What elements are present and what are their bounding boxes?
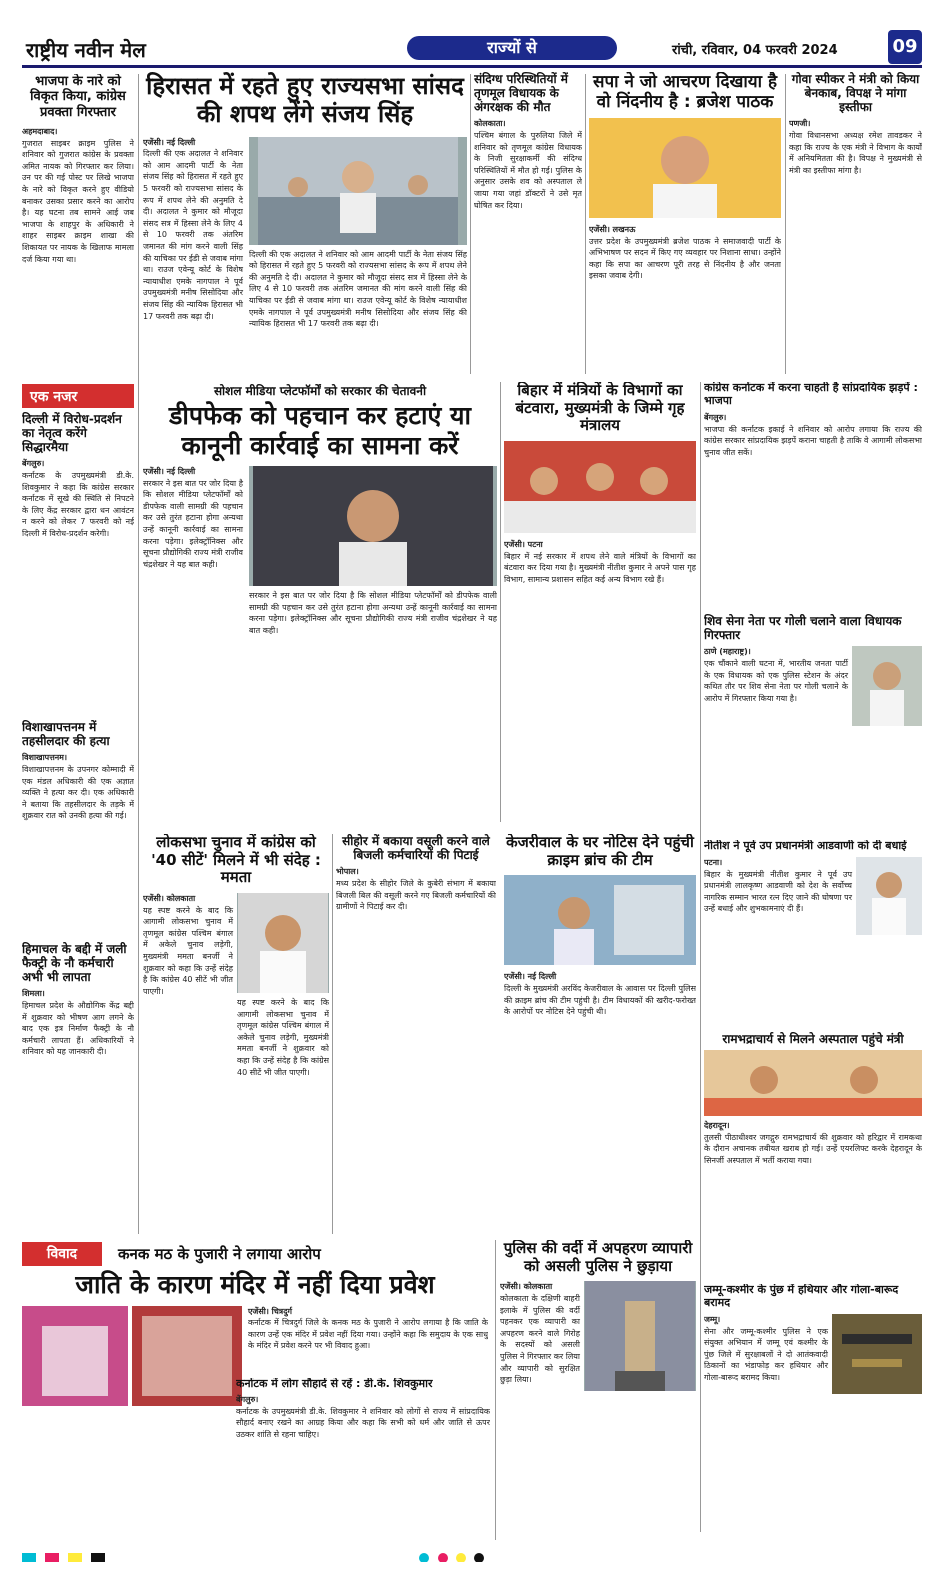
brief-text: कर्नाटक के उपमुख्यमंत्री डी.के. शिवकुमार ने कहा कि कांग्रेस सरकार कर्नाटक में सूखे की स्थिति से निपटने के लिए केंद्र सरकार द्वारा धन आवंटन न करने को लेकर 7 फरवरी को नई दिल्ली में विरोध-प्रदर्शन करेगी। — [22, 471, 134, 539]
kejriwal-photo — [504, 875, 696, 965]
headline: भाजपा के नारे को विकृत किया, कांग्रेस प्रवक्ता गिरफ्तार — [30, 74, 126, 120]
headline: संदिग्ध परिस्थितियों में तृणमूल विधायक के अंगरक्षक की मौत — [474, 72, 568, 115]
story-body — [789, 118, 922, 176]
footer-color-bar — [22, 1548, 922, 1562]
story-congress-spokesperson — [22, 74, 134, 374]
byline: एजेंसी। चित्रदुर्ग — [248, 1306, 292, 1316]
byline: शिमला। — [22, 989, 45, 999]
story-body — [589, 224, 781, 282]
story-body-cont — [237, 997, 329, 1078]
brief-body — [22, 752, 134, 822]
kanak-kicker-band — [22, 1240, 488, 1270]
headline: लोकसभा चुनाव में कांग्रेस को '40 सीटें' मिलने में भी संदेह : ममता — [151, 834, 321, 887]
story-bihar-portfolio — [504, 382, 696, 822]
headline: कर्नाटक में लोग सौहार्द से रहें : डी.के. शिवकुमार — [236, 1378, 433, 1390]
brief-body — [22, 458, 134, 539]
story-body — [22, 126, 134, 265]
byline: पणजी। — [789, 119, 811, 129]
byline: भोपाल। — [336, 867, 359, 877]
story-shivakumar — [236, 1378, 490, 1538]
registration-dot — [456, 1553, 466, 1562]
brief-3 — [22, 942, 134, 1192]
lead-text: दिल्ली की एक अदालत ने शनिवार को आम आदमी पार्टी के नेता संजय सिंह को हिरासत में रहते हुए 5 फरवरी को राज्यसभा सांसद के रूप में शपथ लेने की अनुमति दे दी। अदालत ने कुमार को मौजूदा संसद सत्र में हिस्सा लेने के लिए 4 से 10 फरवरी तक अंतरिम जमानत की मांग करने वाली सिंह की याचिका पर ईडी से जवाब मांगा था। राउज एवेन्यू कोर्ट के विशेष न्यायाधीश एमके नागपाल ने पूर्व उपमुख्यमंत्री मनीष सिसोदिया और संजय सिंह की न्यायिक हिरासत भी 17 फरवरी तक बढ़ा दी। — [143, 149, 243, 321]
brajesh-pathak-photo — [589, 118, 781, 218]
lead-body-cont — [249, 249, 467, 330]
story-ramabhadracharya — [704, 1032, 922, 1232]
vivad-tag: विवाद — [22, 1242, 102, 1266]
byline: कोलकाता। — [474, 119, 506, 129]
brief-2 — [22, 720, 134, 920]
byline: पटना। — [704, 857, 723, 867]
byline: देहरादून। — [704, 1121, 730, 1131]
headline: शिव सेना नेता पर गोली चलाने वाला विधायक गिरफ्तार — [704, 614, 902, 643]
brief-body — [22, 988, 134, 1058]
minister-photo — [249, 466, 497, 586]
story-text: सरकार ने इस बात पर जोर दिया है कि सोशल मीडिया प्लेटफॉर्मों को डीपफेक वाली सामग्री की पहचान कर उसे तुरंत हटाना होगा अन्यथा उन्हें कानूनी कार्रवाई का सामना करना पड़ेगा। इलेक्ट्रॉनिक्स और सूचना प्रौद्योगिकी राज्य मंत्री राजीव चंद्रशेखर ने यह बात कही। — [143, 478, 243, 569]
story-text: एक चौंकाने वाली घटना में, भारतीय जनता पार्टी के एक विधायक को एक पुलिस स्टेशन के अंदर कथित तौर पर शिव सेना नेता पर गोली चलाने के आरोप में गिरफ्तार किया गया है। — [704, 658, 848, 703]
story-mamata — [143, 834, 329, 1234]
story-body — [704, 1314, 832, 1394]
ek-nazar-label: एक नजर — [30, 389, 78, 405]
story-text-cont: यह स्पष्ट करने के बाद कि आगामी लोकसभा चुनाव में तृणमूल कांग्रेस पश्चिम बंगाल में अकेले चुनाव लड़ेगी, मुख्यमंत्री ममता बनर्जी ने शुक्रवार को कहा कि उन्हें संदेह है कि कांग्रेस 40 सीटें भी जीत पाएगी। — [237, 998, 329, 1077]
brief-headline: हिमाचल के बद्दी में जली फैक्ट्री के नौ कर्मचारी अभी भी लापता — [22, 942, 127, 985]
story-nitish-advani — [704, 840, 922, 1030]
story-text: कर्नाटक में चित्रदुर्ग जिले के कनक मठ के पुजारी ने आरोप लगाया है कि जाति के कारण उन्हें एक मंदिर में प्रवेश नहीं दिया गया। उन्होंने कहा कि समुदाय के एक साधु के मंदिर में प्रवेश करने पर भी विवाद हुआ। — [248, 1318, 488, 1351]
dateline: रांची, रविवार, 04 फरवरी 2024 — [672, 43, 838, 58]
story-text: गुजरात साइबर क्राइम पुलिस ने शनिवार को गुजरात कांग्रेस के प्रवक्ता अमित नायक को गिरफ्तार कर लिया। उन पर की गई पोस्ट पर लिखे भाजपा के नारे को विकृत करने हुए वीडियो बनाकर उसका प्रसार करने का आरोप है। यह घटना तब सामने आई जब भाजपा के शाहपुर के अधिकारी ने शाहर साइबर क्राइम शाखा की शिकायत पर नायक के खिलाफ मामला दर्ज किया गया था। — [22, 138, 134, 264]
arrest-photo — [584, 1281, 696, 1391]
lead-text-cont: दिल्ली की एक अदालत ने शनिवार को आम आदमी पार्टी के नेता संजय सिंह को हिरासत में रहते हुए 5 फरवरी को राज्यसभा सांसद के रूप में शपथ लेने की अनुमति दे दी। अदालत ने कुमार को मौजूदा संसद सत्र में हिस्सा लेने के लिए 4 से 10 फरवरी तक अंतरिम जमानत की मांग करने वाली सिंह की याचिका पर ईडी से जवाब मांगा था। राउज एवेन्यू कोर्ट के विशेष न्यायाधीश एमके नागपाल ने पूर्व उपमुख्यमंत्री मनीष सिसोदिया और संजय सिंह की न्यायिक हिरासत भी 17 फरवरी तक बढ़ा दी। — [249, 249, 467, 329]
story-body — [504, 539, 696, 585]
story-text: कर्नाटक के उपमुख्यमंत्री डी.के. शिवकुमार ने शनिवार को लोगों से राज्य में सांप्रदायिक सौहार्द बनाए रखने का आग्रह किया और कहा कि सभी को धर्म और जाति से ऊपर उठकर शांति से रहना चाहिए। — [236, 1406, 490, 1439]
kicker: सोशल मीडिया प्लेटफॉर्मों को सरकार की चेतावनी — [213, 384, 427, 398]
story-text: पश्चिम बंगाल के पुरुलिया जिले में शनिवार को तृणमूल कांग्रेस विधायक के निजी सुरक्षाकर्मी की संदिग्ध परिस्थितियों में मौत हो गई। पुलिस के अनुसार उसके शव को अस्पताल ले जाया गया जहां डॉक्टरों ने उसे मृत घोषित कर दिया। — [474, 131, 582, 210]
brief-text: हिमाचल प्रदेश के औद्योगिक केंद्र बद्दी में शुक्रवार को भीषण आग लगने के बाद एक इत्र निर्माण फैक्ट्री के नौ कर्मचारी लापता हैं। अधिकारियों ने शनिवार को यह जानकारी दी। — [22, 1001, 134, 1057]
story-body — [704, 857, 856, 935]
byline: एजेंसी। लखनऊ — [589, 225, 636, 235]
lead-headline: हिरासत में रहते हुए राज्यसभा सांसद की शपथ लेंगे संजय सिंह — [146, 72, 464, 129]
registration-swatch — [91, 1553, 105, 1562]
story-tmc-guard — [474, 72, 582, 372]
story-body — [474, 118, 582, 211]
story-deepfake — [143, 382, 497, 822]
page-number: 09 — [888, 30, 922, 64]
story-goa-speaker — [789, 72, 922, 372]
story-text: उत्तर प्रदेश के उपमुख्यमंत्री ब्रजेश पाठक ने समाजवादी पार्टी के अभिभाषण पर सदन में किए गए व्यवहार पर निशाना साधा। उन्होंने कहा कि सपा का आचरण पूरी तरह से निंदनीय है और जनता इसका जवाब देगी। — [589, 236, 781, 281]
sanjay-singh-photo — [249, 137, 467, 245]
story-text-cont: सरकार ने इस बात पर जोर दिया है कि सोशल मीडिया प्लेटफॉर्मों को डीपफेक वाली सामग्री की पहचान कर उसे तुरंत हटाना होगा अन्यथा उन्हें कानूनी कार्रवाई का सामना करना पड़ेगा। इलेक्ट्रॉनिक्स और सूचना प्रौद्योगिकी राज्य मंत्री राजीव चंद्रशेखर ने यह बात कही। — [249, 591, 497, 635]
headline: जाति के कारण मंदिर में नहीं दिया प्रवेश — [75, 1270, 435, 1299]
registration-dot — [419, 1553, 429, 1562]
story-body-cont — [249, 590, 497, 636]
story-text: मध्य प्रदेश के सीहोर जिले के कुबेरी संभाग में बकाया बिजली बिल की वसूली करने गए बिजली कर्मचारियों की ग्रामीणों ने पिटाई कर दी। — [336, 878, 496, 912]
brief-headline: विशाखापत्तनम में तहसीलदार की हत्या — [22, 720, 110, 749]
registration-swatch — [22, 1553, 36, 1562]
story-text: कोलकाता के दक्षिणी बाहरी इलाके में पुलिस की वर्दी पहनकर एक व्यापारी का अपहरण करने वाले गिरोह के सदस्यों को असली पुलिस ने गिरफ्तार कर लिया और व्यापारी को सुरक्षित छुड़ा लिया। — [500, 1293, 580, 1385]
story-body — [704, 1120, 922, 1166]
story-kolkata-police — [500, 1240, 696, 1540]
lead-body — [143, 137, 249, 330]
story-jk-arms — [704, 1284, 922, 1540]
story-body — [143, 893, 237, 1078]
headline: सीहोर में बकाया वसूली करने वाले बिजली कर्मचारियों की पिटाई — [342, 834, 490, 863]
kanak-kicker: कनक मठ के पुजारी ने लगाया आरोप — [118, 1245, 321, 1263]
story-brajesh-pathak — [589, 72, 781, 372]
story-text: यह स्पष्ट करने के बाद कि आगामी लोकसभा चुनाव में तृणमूल कांग्रेस पश्चिम बंगाल में अकेले चुनाव लड़ेगी, मुख्यमंत्री ममता बनर्जी ने शुक्रवार को कहा कि उन्हें संदेह है कि कांग्रेस 40 सीटें भी जीत पाएगी। — [143, 905, 233, 996]
story-body — [336, 866, 496, 912]
byline: बेंगलुरु। — [22, 459, 45, 469]
temple-photo-2 — [132, 1306, 242, 1406]
nitish-photo — [856, 857, 922, 935]
paper-name: राष्ट्रीय नवीन मेल — [26, 38, 146, 62]
story-karnataka-bjp — [704, 382, 922, 612]
headline: रामभद्राचार्य से मिलने अस्पताल पहुंचे मंत्री — [722, 1032, 904, 1046]
ek-nazar-tag — [22, 384, 134, 408]
arms-recovered-photo — [832, 1314, 922, 1394]
story-text: गोवा विधानसभा अध्यक्ष रमेश तावडकर ने कहा कि राज्य के एक मंत्री ने विभाग के कार्यों में अनियमितता की है। विपक्ष ने मुख्यमंत्री से मंत्री का इस्तीफा मांगा है। — [789, 131, 922, 175]
headline: सपा ने जो आचरण दिखाया है वो निंदनीय है : ब्रजेश पाठक — [592, 72, 778, 113]
byline: बेंगलुरु। — [704, 412, 727, 422]
story-body — [236, 1394, 490, 1440]
headline: केजरीवाल के घर नोटिस देने पहुंची क्राइम ब्रांच की टीम — [506, 834, 694, 869]
byline: एजेंसी। कोलकाता — [143, 894, 196, 904]
story-body — [704, 646, 852, 726]
registration-swatch — [45, 1553, 59, 1562]
mamata-photo — [237, 893, 329, 993]
story-body — [500, 1281, 584, 1391]
byline: ठाणे (महाराष्ट्र)। — [704, 647, 751, 657]
headline: गोवा स्पीकर ने मंत्री को किया बेनकाब, विपक्ष ने मांगा इस्तीफा — [791, 72, 920, 115]
headline: नीतीश ने पूर्व उप प्रधानमंत्री आडवाणी को दी बधाई — [704, 840, 907, 852]
headline: बिहार में मंत्रियों के विभागों का बंटवारा, मुख्यमंत्री के जिम्मे गृह मंत्रालय — [515, 382, 685, 435]
byline: एजेंसी। नई दिल्ली — [143, 467, 196, 476]
byline: एजेंसी। नई दिल्ली — [504, 972, 557, 982]
byline: जम्मू। — [704, 1314, 721, 1324]
byline: बेंगलुरु। — [236, 1394, 259, 1404]
story-shiv-sena — [704, 614, 922, 834]
byline: अहमदाबाद। — [22, 126, 58, 136]
brief-headline: दिल्ली में विरोध-प्रदर्शन का नेतृत्व करेंगे सिद्धारमैया — [22, 412, 122, 455]
story-text: दिल्ली के मुख्यमंत्री अरविंद केजरीवाल के आवास पर दिल्ली पुलिस की क्राइम ब्रांच की टीम पहुंची है। टीम विधायकों की खरीद-फरोख्त के आरोपों पर नोटिस देने पहुंची थी। — [504, 983, 696, 1017]
temple-photo-1 — [22, 1306, 128, 1406]
byline: एजेंसी। नई दिल्ली — [143, 137, 196, 147]
story-body — [143, 466, 249, 636]
story-text: तुलसी पीठाधीश्वर जगद्गुरु रामभद्राचार्य की शुक्रवार को हरिद्वार में रामकथा के दौरान अचानक तबीयत खराब हो गई। उन्हें एयरलिफ्ट करके देहरादून के सिनर्जी अस्पताल में भर्ती कराया गया। — [704, 1132, 922, 1165]
masthead — [22, 30, 922, 68]
headline: डीपफेक को पहचान कर हटाएं या कानूनी कार्रवाई का सामना करें — [169, 401, 471, 460]
registration-swatch — [68, 1553, 82, 1562]
brief-text: विशाखापत्तनम के उपनगर कोम्मादी में एक मंडल अधिकारी की एक अज्ञात व्यक्ति ने हत्या कर दी। एक अधिकारी ने बताया कि तहसीलदार के तड़के में शुक्रवार रात को उनकी हत्या की गई। — [22, 764, 134, 821]
story-body — [704, 412, 922, 458]
section-title: राज्यों से — [407, 36, 617, 60]
headline: पुलिस की वर्दी में अपहरण व्यापारी को असली पुलिस ने छुड़ाया — [503, 1240, 693, 1275]
mla-photo — [852, 646, 922, 726]
registration-dot — [438, 1553, 448, 1562]
story-kejriwal — [504, 834, 696, 1234]
story-sehore — [336, 834, 496, 1234]
registration-dot — [474, 1553, 484, 1562]
headline: जम्मू-कश्मीर के पुंछ में हथियार और गोला-बारूद बरामद — [704, 1284, 899, 1309]
story-text: सेना और जम्मू-कश्मीर पुलिस ने एक संयुक्त अभियान में जम्मू एवं कश्मीर के पुंछ जिले में सुरक्षाबलों ने दो आतंकवादी ठिकानों का भंडाफोड़ कर हथियार और गोला-बारूद बरामद किया। — [704, 1326, 828, 1382]
hospital-visit-photo — [704, 1050, 922, 1116]
headline: कांग्रेस कर्नाटक में करना चाहती है सांप्रदायिक झड़पें : भाजपा — [704, 382, 918, 407]
story-text: भाजपा की कर्नाटक इकाई ने शनिवार को आरोप लगाया कि राज्य की कांग्रेस सरकार सांप्रदायिक झड़पें कराना चाहती है ताकि वे आगामी लोकसभा चुनाव जीत सकें। — [704, 424, 922, 457]
story-text: बिहार के मुख्यमंत्री नीतीश कुमार ने पूर्व उप प्रधानमंत्री लालकृष्ण आडवाणी को देश के सर्वोच्च नागरिक सम्मान भारत रत्न दिए जाने की घोषणा पर उन्हें बधाई और शुभकामनाएं दी हैं। — [704, 869, 852, 914]
brief-1 — [22, 412, 134, 612]
lead-story — [143, 72, 467, 372]
story-body — [504, 971, 696, 1017]
story-text: बिहार में नई सरकार में शपथ लेने वाले मंत्रियों के विभागों का बंटवारा कर दिया गया है। मुख्यमंत्री नीतीश कुमार ने अपने पास गृह विभाग, सामान्य प्रशासन सहित कई अन्य विभाग रखे हैं। — [504, 551, 696, 584]
bihar-ministers-photo — [504, 441, 696, 533]
byline: विशाखापत्तनम। — [22, 753, 67, 763]
byline: एजेंसी। पटना — [504, 540, 543, 550]
byline: एजेंसी। कोलकाता — [500, 1282, 553, 1292]
